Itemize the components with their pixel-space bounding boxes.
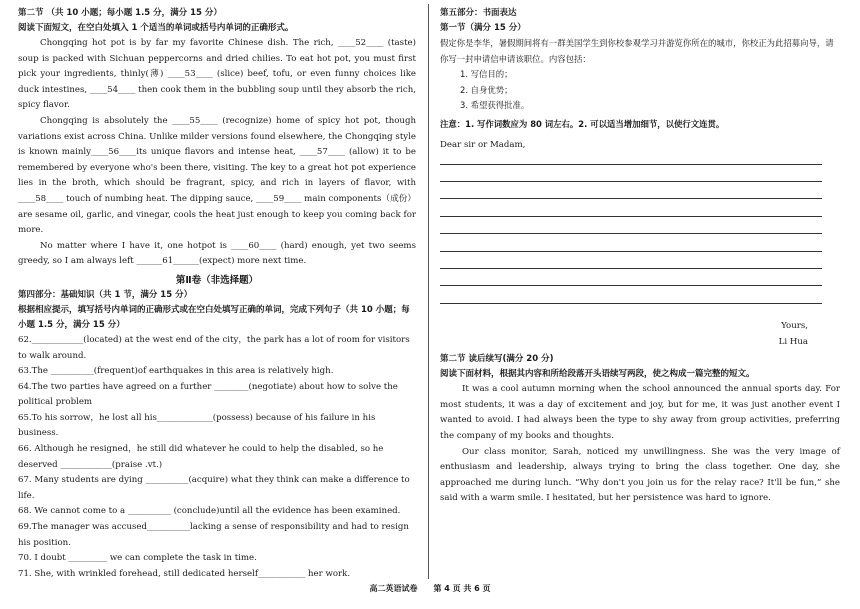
- answer-line: [440, 233, 822, 234]
- sentence-65: 65.To his sorrow，he lost all his_____________(possess) because of his failure in his business.: [18, 412, 376, 439]
- sentence-67: 67. Many students are dying __________(acquire) what they think can make a difference to life.: [18, 475, 410, 501]
- answer-line: [440, 268, 822, 269]
- cloze-paragraph-3: No matter where I have it, one hotpot is ____60____ (hard) enough, yet two seems greedy, so I am always left ______61______(expect) more next time.: [18, 240, 416, 267]
- cloze-paragraph-2: Chongqing is absolutely the ____55____ (recognize) home of spicy hot pot, though variations exist across China. Unlike milder versions found elsewhere, the Chongqing style is known mainly____56____its unique flavors and intense heat, ____57____ (allow) it to be remembered by everyone who's been there, visiting. The key to a great hot pot experience lies in the broth, which should be fragrant, spicy, and rich in layers of flavor, with ____58____ touch of numbing heat. The dipping sauce, ____59____ main components（成份） are sesame oil, garlic, and vinegar, cools the heat just enough to keep you coming back for more.: [18, 115, 416, 236]
- sentence-66: 66. Although he resigned，he still did whatever he could to help the disabled, so he deserved ____________(praise .vt.): [18, 444, 384, 470]
- cloze-paragraph-1: Chongqing hot pot is by far my favorite Chinese dish. The rich, ____52____ (taste) soup is packed with Sichuan peppercorns and dried chilies. To eat hot pot, you must first pick your ingredients, thinly(薄) ____53____ (slice) beef, tofu, or even funny choices like duck intestines, ____54____ then cook them in the bubbling soup until they absorb the rich, spicy flavor.: [18, 38, 416, 111]
- writing-task: 假定你是李华，暑假期间将有一群美国学生到你校参观学习并游览你所在的城市，你校正为此招募向导，请你写一封申请信申请该职位。内容包括：: [440, 38, 834, 64]
- point-1: 1. 写信目的；: [460, 69, 513, 80]
- story-paragraph-1: It was a cool autumn morning when the school announced the annual sports day. For most students, it was a day of excitement and joy, but for me, it was just another event I wanted to avoid. I had always been the type to shy away from group activities, preferring the company of my books and thoughts.: [440, 384, 840, 441]
- point-3: 3. 希望获得批准。: [460, 100, 530, 111]
- answer-line: [440, 285, 822, 286]
- answer-line: [440, 251, 822, 252]
- sentence-71: 71. She, with wrinkled forehead, still dedicated herself___________ her work.: [18, 568, 351, 579]
- volume2-title: 第Ⅱ卷（非选择题）: [175, 274, 259, 286]
- page-footer: 高二英语试卷 第 4 页 共 6 页: [369, 584, 491, 593]
- section2-instruction: 阅读下面短文，在空白处填入 1 个适当的单词或括号内单词的正确形式。: [18, 23, 294, 33]
- writing-section2-heading: 第二节 读后续写(满分 20 分): [440, 354, 554, 365]
- column-divider: [428, 4, 429, 579]
- writing-section2-instruction: 阅读下面材料，根据其内容和所给段落开头语续写两段，使之构成一篇完整的短文。: [440, 369, 755, 380]
- right-column: [440, 6, 840, 507]
- answer-line: [440, 164, 822, 165]
- letter-closing: Yours,: [781, 321, 808, 332]
- letter-signature: Li Hua: [778, 337, 808, 348]
- point-2: 2. 自身优势；: [460, 84, 513, 95]
- sentence-64: 64.The two parties have agreed on a further ________(negotiate) about how to solve the political problem: [18, 381, 398, 408]
- answer-line: [440, 303, 822, 304]
- left-column: [18, 6, 416, 582]
- story-paragraph-2: Our class monitor, Sarah, noticed my unwillingness. She was the very image of enthusiasm and leadership, always trying to bring the class together. One day, she approached me during lunch. “Why don't you join us for the relay race? It'll be fun,” she said with a warm smile. I hesitated, but her persistence was hard to ignore.: [440, 446, 840, 504]
- part5-heading: 第五部分：书面表达: [440, 8, 517, 18]
- sentence-63: 63.The __________(frequent)of earthquakes in this area is relatively high.: [18, 366, 334, 377]
- sentence-69: 69.The manager was accused__________lacking a sense of responsibility and had to resign his position.: [18, 522, 409, 548]
- writing-note: 注意：1. 写作词数应为 80 词左右。2. 可以适当增加细节，以使行文连贯。: [440, 118, 725, 129]
- answer-lines: [440, 164, 840, 304]
- answer-line: [440, 181, 822, 182]
- part4-instruction: 根据相应提示，填写括号内单词的正确形式或在空白处填写正确的单词，完成下列句子（共 10 小题；每小题 1.5 分，满分 15 分）: [18, 304, 410, 330]
- part4-heading: 第四部分：基础知识（共 1 节，满分 15 分）: [18, 289, 193, 300]
- section2-heading: 第二节 （共 10 小题；每小题 1.5 分，满分 15 分）: [18, 8, 222, 18]
- answer-line: [440, 216, 822, 217]
- sentence-70: 70. I doubt _________ we can complete the task in time.: [18, 553, 257, 564]
- sentence-68: 68. We cannot come to a __________ (conclude)until all the evidence has been examined.: [18, 506, 401, 517]
- letter-greeting: Dear sir or Madam,: [440, 139, 526, 150]
- answer-line: [440, 198, 822, 199]
- writing-section1-heading: 第一节（满分 15 分）: [440, 23, 526, 33]
- sentence-62: 62.____________(located) at the west end of the city，the park has a lot of room for visitors to walk around.: [18, 334, 410, 361]
